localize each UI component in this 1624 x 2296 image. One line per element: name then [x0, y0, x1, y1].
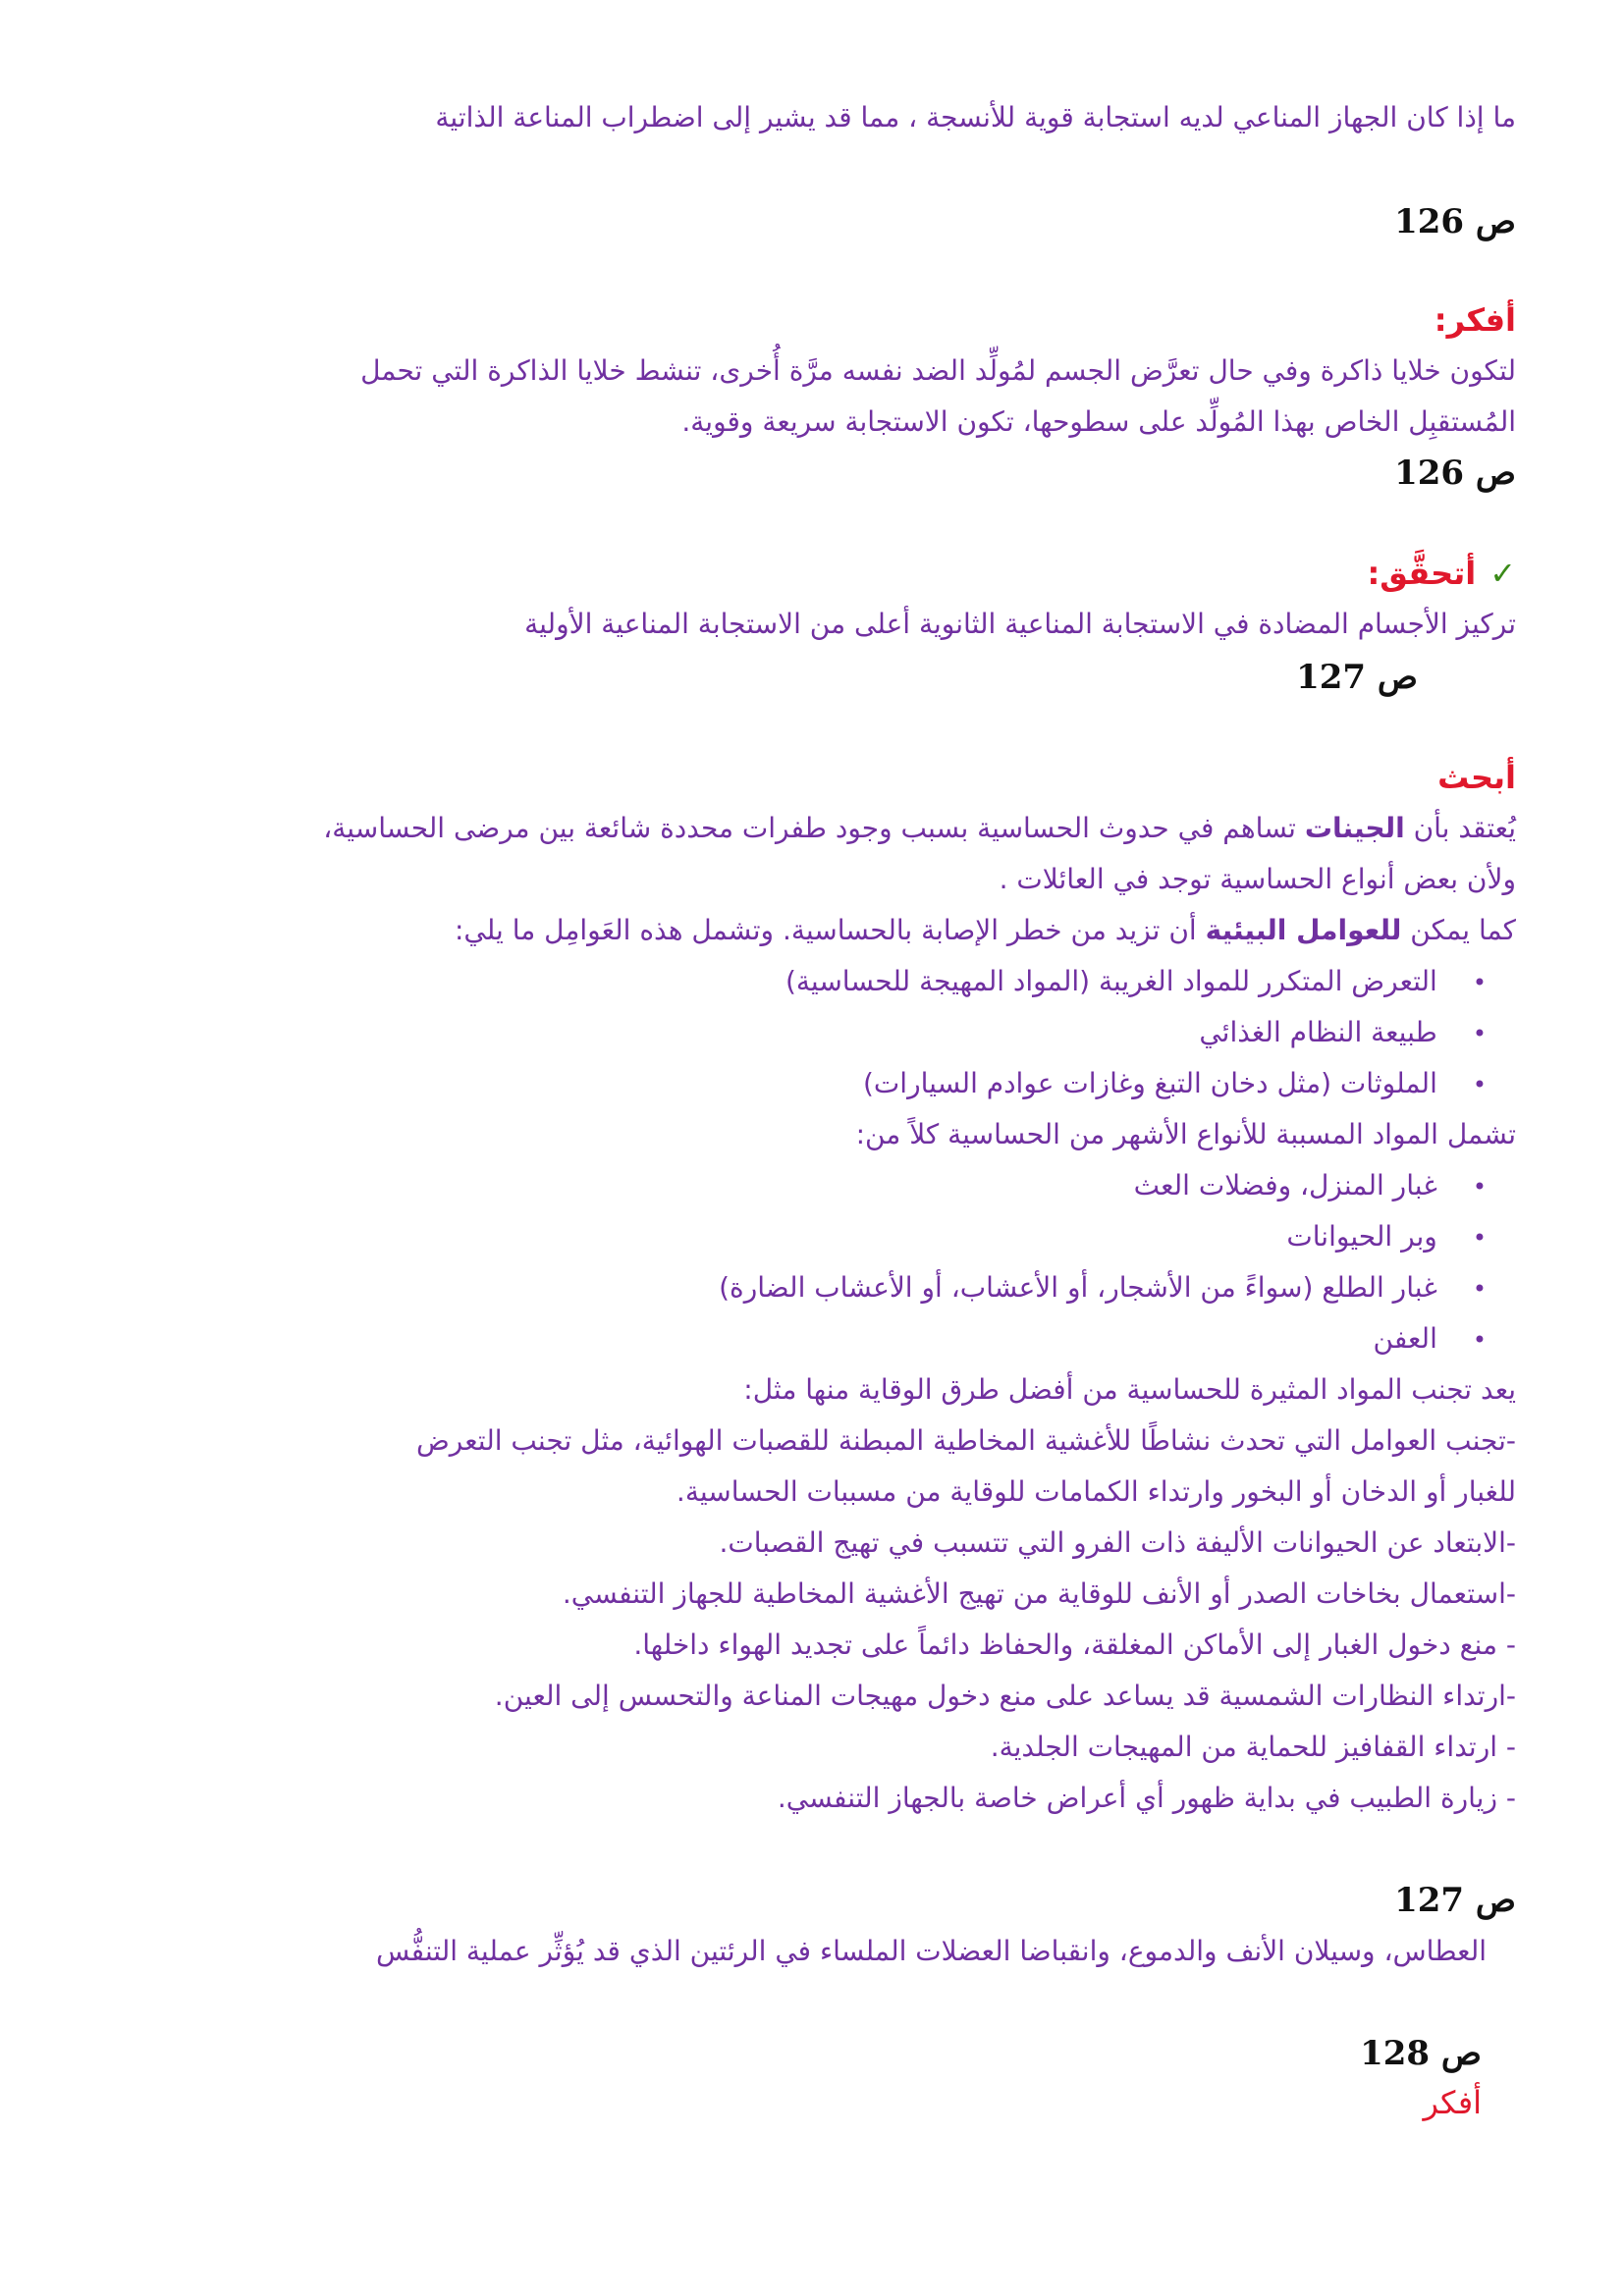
genes-rest: تساهم في حدوث الحساسية بسبب وجود طفرات محددة شائعة بين مرضى الحساسية،: [323, 812, 1305, 844]
verify-heading: أتحقَّق:: [1367, 555, 1477, 592]
bullet-icon: •: [1472, 1173, 1487, 1201]
list-item-text: غبار الطلع (سواءً من الأشجار، أو الأعشاب، أو الأعشاب الضارة): [719, 1271, 1437, 1304]
bullet-icon: •: [1472, 1071, 1487, 1098]
bullet-icon: •: [1472, 1275, 1487, 1303]
list-item-text: غبار المنزل، وفضلات العث: [1133, 1169, 1437, 1201]
genes-term: الجينات: [1304, 812, 1405, 844]
prevention-line: -استعمال بخاخات الصدر أو الأنف للوقاية من تهيج الأغشية المخاطية للجهاز التنفسي.: [562, 1577, 1516, 1610]
think-heading: أفكر:: [1434, 301, 1516, 339]
page-number: ص 128: [1360, 2034, 1482, 2073]
env-prefix: كما يمكن: [1401, 914, 1516, 946]
think-heading: أفكر: [1423, 2084, 1482, 2121]
page-number: ص 127: [1394, 1881, 1516, 1920]
env-term: للعوامل البيئية: [1205, 914, 1402, 946]
allergens-intro: تشمل المواد المسببة للأنواع الأشهر من الحساسية كلاً من:: [855, 1118, 1516, 1150]
genes-line-2: ولأن بعض أنواع الحساسية توجد في العائلات .: [999, 863, 1516, 895]
list-item: [1134, 1166, 1487, 1206]
list-item-text: الملوثات (مثل دخان التبغ وغازات عوادم السيارات): [863, 1067, 1437, 1099]
check-icon: ✓: [1489, 555, 1516, 592]
page-number: ص 127: [1296, 658, 1418, 697]
prevention-intro: يعد تجنب المواد المثيرة للحساسية من أفضل طرق الوقاية منها مثل:: [743, 1373, 1516, 1406]
bullet-icon: •: [1472, 1224, 1487, 1252]
list-item-text: التعرض المتكرر للمواد الغريبة (المواد المهيجة للحساسية): [785, 965, 1437, 997]
bullet-icon: •: [1472, 1326, 1487, 1354]
intro-text: ما إذا كان الجهاز المناعي لديه استجابة قوية للأنسجة ، مما قد يشير إلى اضطراب المناعة الذاتية: [435, 101, 1516, 133]
prevention-line: للغبار أو الدخان أو البخور وارتداء الكمامات للوقاية من مسببات الحساسية.: [676, 1475, 1516, 1508]
prevention-line: -الابتعاد عن الحيوانات الأليفة ذات الفرو التي تتسبب في تهيج القصبات.: [719, 1526, 1516, 1559]
genes-line: [323, 809, 1516, 848]
env-line: [455, 911, 1516, 950]
page-number: ص 126: [1394, 454, 1516, 493]
list-item-text: وبر الحيوانات: [1286, 1220, 1437, 1253]
symptoms-text: العطاس، وسيلان الأنف والدموع، وانقباضا العضلات الملساء في الرئتين الذي قد يُؤثِّر عملية التنفُّس: [375, 1935, 1487, 1967]
prevention-line: -تجنب العوامل التي تحدث نشاطًا للأغشية المخاطية المبطنة للقصبات الهوائية، مثل تجنب التعرض: [415, 1424, 1516, 1457]
bullet-icon: •: [1472, 1020, 1487, 1047]
prevention-line: - ارتداء القفافيز للحماية من المهيجات الجلدية.: [990, 1731, 1516, 1763]
think-answer-line: المُستقبِل الخاص بهذا المُولِّد على سطوحها، تكون الاستجابة سريعة وقوية.: [681, 405, 1516, 438]
think-answer-line: لتكون خلايا ذاكرة وفي حال تعرَّض الجسم لمُولِّد الضد نفسه مرَّة أُخرى، تنشط خلايا الذاكرة التي تحمل: [360, 354, 1516, 387]
list-item-text: طبيعة النظام الغذائي: [1199, 1016, 1437, 1048]
list-item: [1199, 1013, 1487, 1053]
research-heading: أبحث: [1437, 759, 1516, 796]
list-item: [1286, 1217, 1487, 1257]
genes-prefix: يُعتقد بأن: [1404, 812, 1516, 844]
prevention-line: - زيارة الطبيب في بداية ظهور أي أعراض خاصة بالجهاز التنفسي.: [777, 1782, 1516, 1814]
list-item-text: العفن: [1373, 1322, 1437, 1355]
env-rest: أن تزيد من خطر الإصابة بالحساسية. وتشمل هذه العَوامِل ما يلي:: [455, 914, 1206, 946]
verify-heading-row: [1367, 554, 1516, 593]
bullet-icon: •: [1472, 969, 1487, 996]
prevention-line: - منع دخول الغبار إلى الأماكن المغلقة، والحفاظ دائماً على تجديد الهواء داخلها.: [633, 1629, 1516, 1661]
list-item: [1374, 1319, 1487, 1360]
list-item: [863, 1064, 1487, 1104]
page-number: ص 126: [1394, 202, 1516, 241]
list-item: [719, 1268, 1487, 1308]
list-item: [785, 962, 1487, 1002]
verify-answer: تركيز الأجسام المضادة في الاستجابة المناعية الثانوية أعلى من الاستجابة المناعية الأولية: [524, 608, 1516, 640]
prevention-line: -ارتداء النظارات الشمسية قد يساعد على منع دخول مهيجات المناعة والتحسس إلى العين.: [494, 1680, 1516, 1712]
